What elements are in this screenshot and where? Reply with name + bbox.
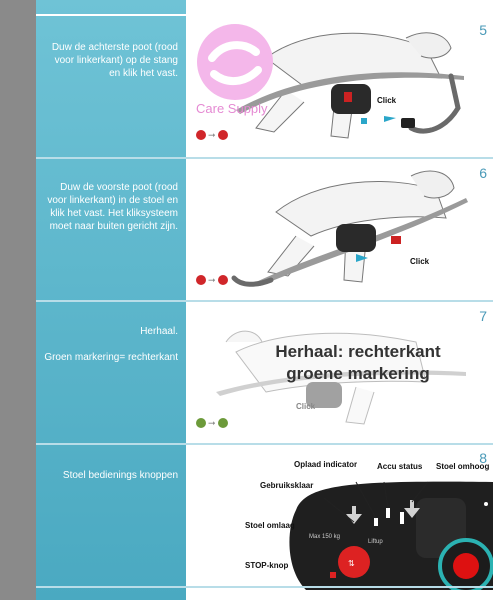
step-8-number: 8 [479,450,487,466]
click-label: Click [377,96,397,105]
red-marker-dot [196,130,206,140]
click-label: Click [410,257,430,266]
red-marker-dot [218,275,228,285]
section-divider [36,300,493,302]
step-5-text: Duw de achterste poot (rood voor linkerkant) op de stang en klik het vast. [51,42,178,79]
callout-stop-knop: STOP-knop [245,561,289,570]
step-7-number: 7 [479,308,487,324]
marker-indicator [196,275,228,285]
red-marker-dot [196,275,206,285]
panel-label-right: Liftup [368,539,383,545]
step-8-text: Stoel bedienings knoppen [62,470,178,481]
click-label: Click [296,402,316,411]
marker-indicator [196,130,228,140]
panel-label-left: Max 150 kg [309,534,341,540]
manual-page [36,0,493,600]
step-6-illustration [196,162,476,294]
step-6-number: 6 [479,165,487,181]
green-marker-dot [218,418,228,428]
step-7-text-line2: Groen markering= rechterkant [44,352,178,363]
section-divider [36,586,493,588]
red-marker-dot [218,130,228,140]
control-arrows [316,478,436,538]
overlay-heading-line2: groene markering [286,364,430,383]
arrow-icon: ➞ [208,418,216,428]
section-divider [36,157,493,159]
section-divider [36,14,493,16]
green-marker-dot [196,418,206,428]
callout-accu-status: Accu status [377,462,423,471]
callout-stoel-omlaag: Stoel omlaag [245,521,295,530]
overlay-heading-line1: Herhaal: rechterkant [275,342,441,361]
callout-oplaad-indicator: Oplaad indicator [294,460,358,469]
step-6-text: Duw de voorste poot (rood voor linkerkant) in de stoel en klik het vast. Het kliksysteem moet naar buiten gericht zijn. [47,182,178,232]
section-divider [36,443,493,445]
step-7-text-line1: Herhaal. [140,326,178,337]
logo-text: Care Supply [196,101,268,116]
marker-indicator [196,418,228,428]
svg-text:⇅: ⇅ [348,559,355,568]
arrow-icon: ➞ [208,275,216,285]
arrow-icon: ➞ [208,130,216,140]
step-5-number: 5 [479,22,487,38]
callout-gebruiksklaar: Gebruiksklaar [260,481,314,490]
callout-stoel-omhoog: Stoel omhoog [436,462,490,471]
